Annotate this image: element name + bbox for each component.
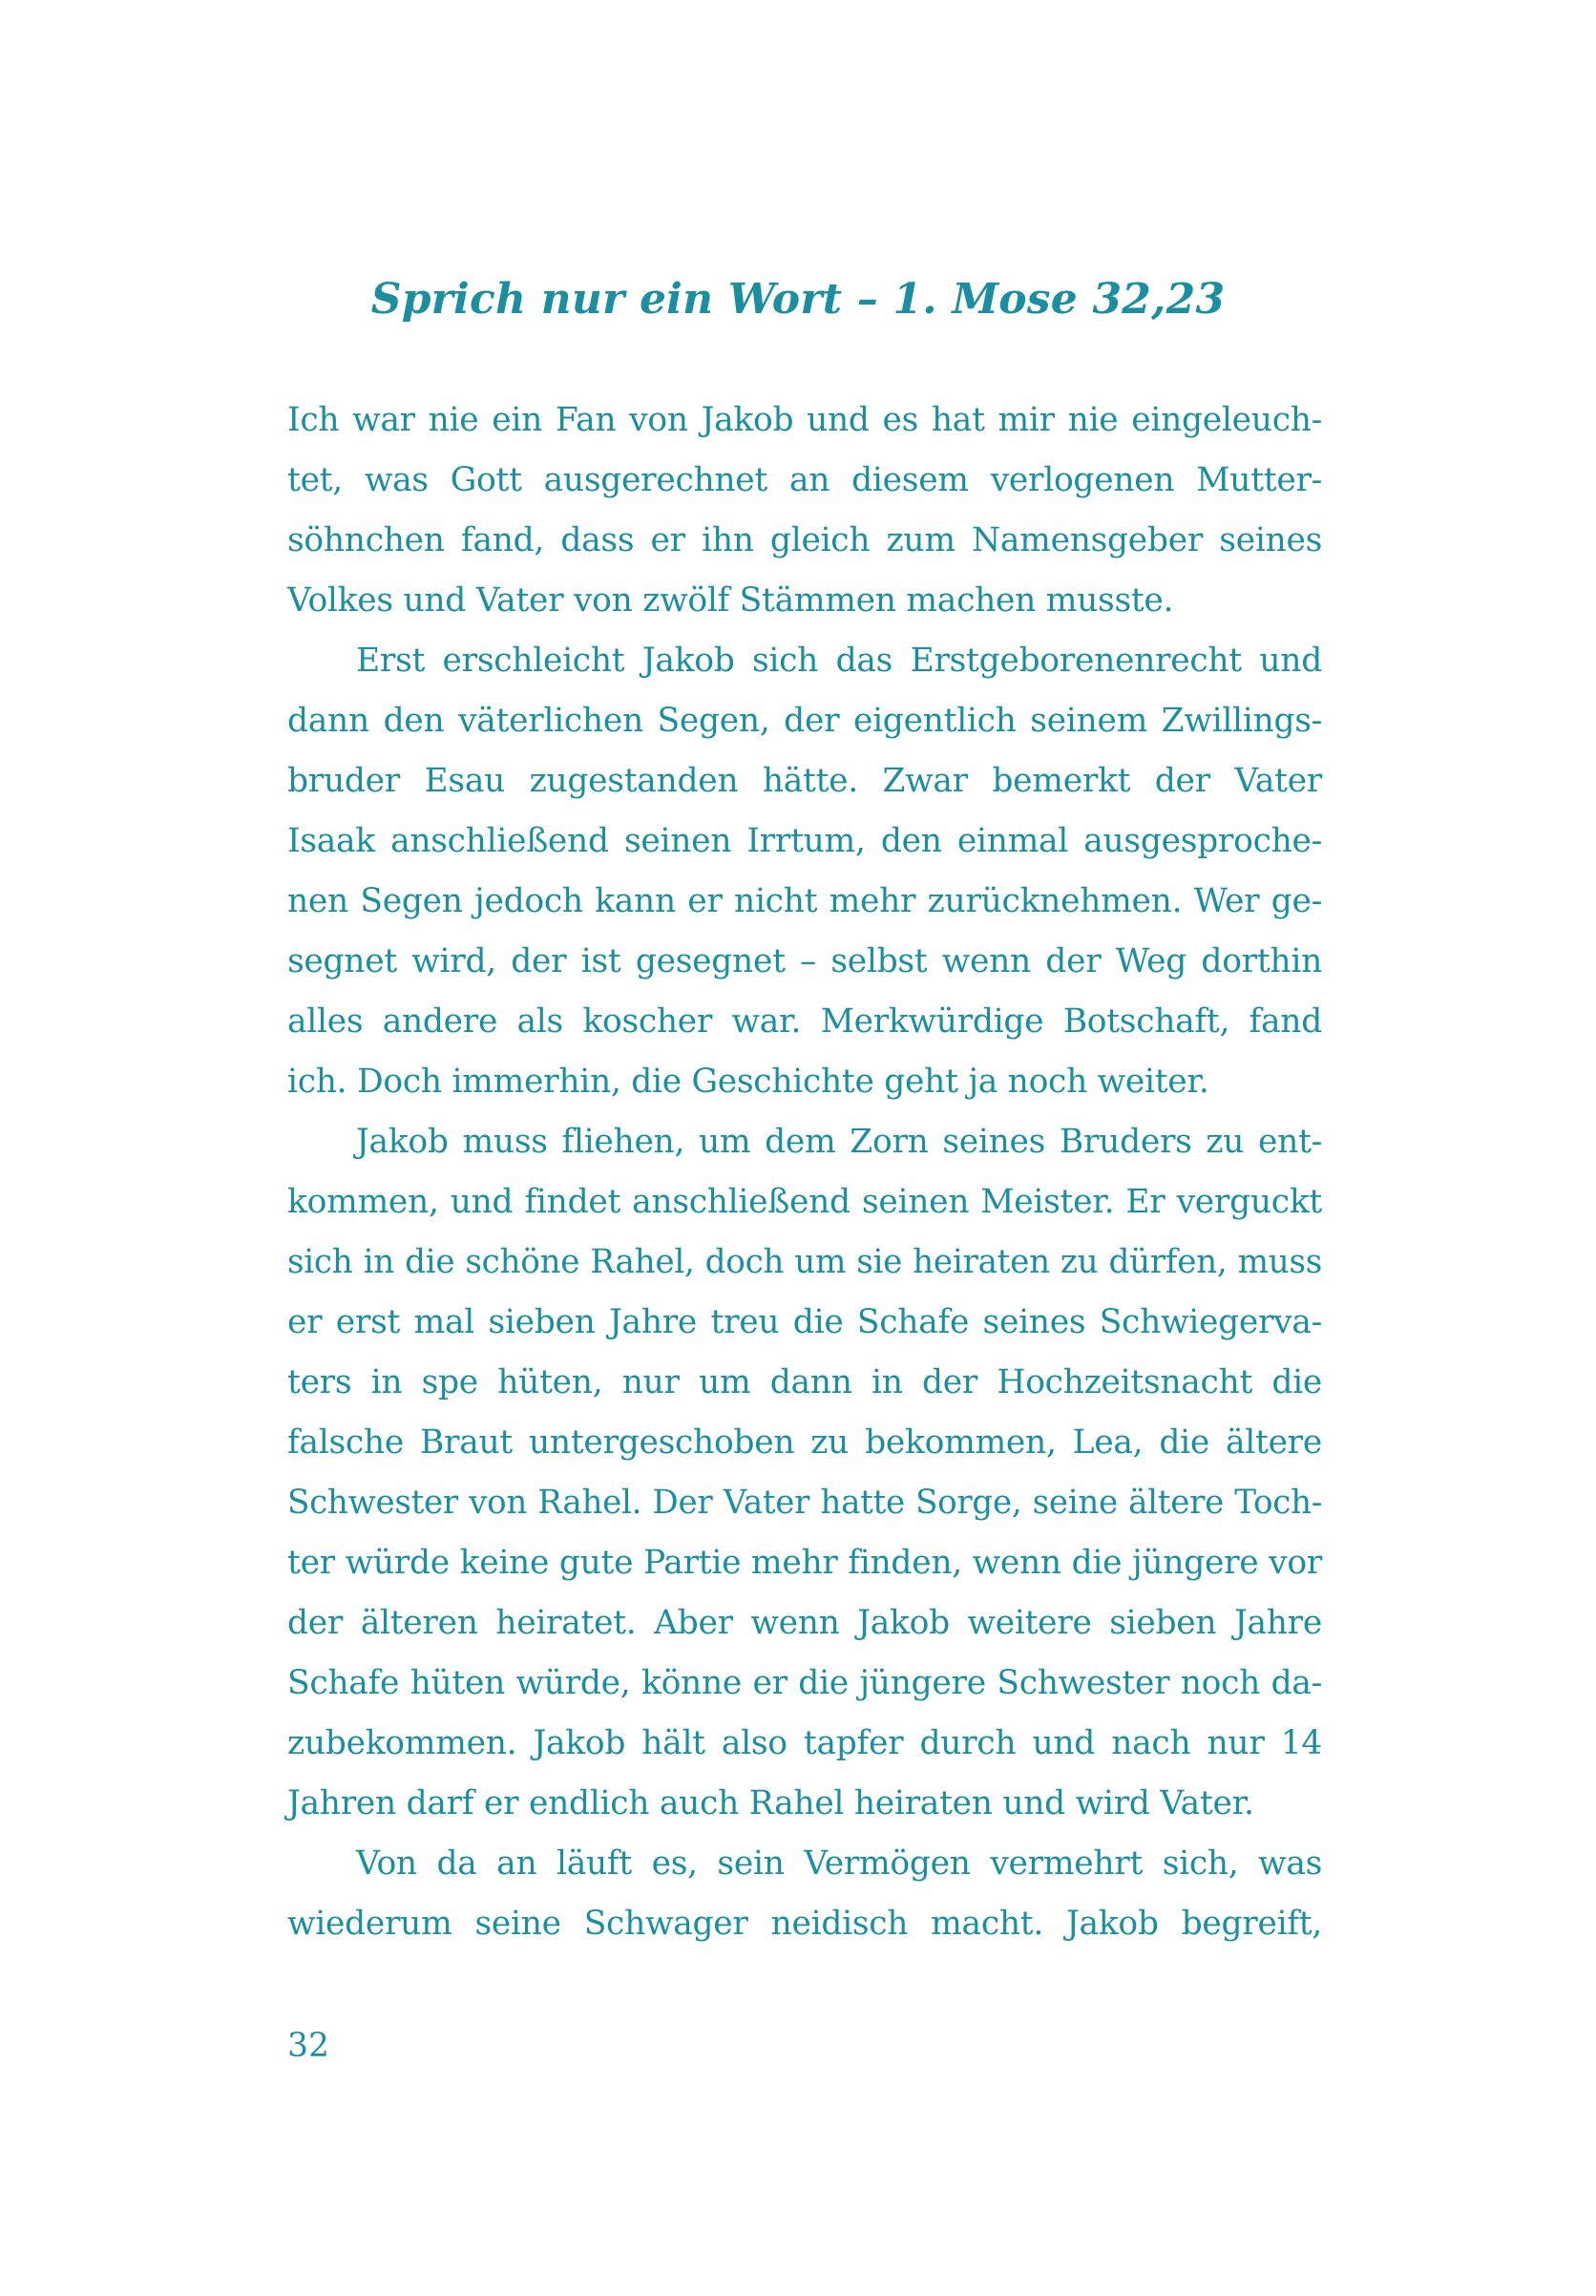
text-line: Volkes und Vater von zwölf Stämmen machen musste. <box>287 581 1174 620</box>
text-line: Isaak anschließend seinen Irrtum, den einmal ausgesproche- <box>287 822 1322 860</box>
text-line: der älteren heiratet. Aber wenn Jakob weitere sieben Jahre <box>287 1604 1322 1642</box>
text-line: ich. Doch immerhin, die Geschichte geht ja noch weiter. <box>287 1063 1209 1101</box>
text-line: alles andere als koscher war. Merkwürdige Botschaft, fand <box>287 1002 1322 1041</box>
text-line: Jahren darf er endlich auch Rahel heiraten und wird Vater. <box>287 1784 1254 1822</box>
text-line: falsche Braut untergeschoben zu bekommen, Lea, die ältere <box>287 1423 1322 1462</box>
text-line: nen Segen jedoch kann er nicht mehr zurücknehmen. Wer ge- <box>287 882 1322 920</box>
text-line: dann den väterlichen Segen, der eigentlich seinem Zwillings- <box>287 702 1322 740</box>
text-line: er erst mal sieben Jahre treu die Schafe seines Schwiegerva- <box>287 1303 1322 1341</box>
page-number: 32 <box>287 2027 329 2065</box>
text-line: ter würde keine gute Partie mehr finden, wenn die jüngere vor <box>287 1544 1322 1582</box>
text-line: Erst erschleicht Jakob sich das Erstgeborenenrecht und <box>356 642 1322 680</box>
text-line: wiederum seine Schwager neidisch macht. Jakob begreift, <box>287 1905 1322 1943</box>
text-line: segnet wird, der ist gesegnet – selbst wenn der Weg dorthin <box>287 942 1322 980</box>
text-line: Von da an läuft es, sein Vermögen vermehrt sich, was <box>356 1844 1322 1883</box>
text-line: Schwester von Rahel. Der Vater hatte Sorge, seine ältere Toch- <box>287 1484 1322 1522</box>
text-line: kommen, und findet anschließend seinen Meister. Er verguckt <box>287 1183 1322 1221</box>
text-line: zubekommen. Jakob hält also tapfer durch und nach nur 14 <box>287 1724 1322 1762</box>
text-line: tet, was Gott ausgerechnet an diesem verlogenen Mutter- <box>287 461 1322 499</box>
page-title: Sprich nur ein Wort – 1. Mose 32,23 <box>370 275 1226 324</box>
text-line: ters in spe hüten, nur um dann in der Hochzeitsnacht die <box>287 1363 1322 1401</box>
body-text <box>287 390 1322 1954</box>
text-line: sich in die schöne Rahel, doch um sie heiraten zu dürfen, muss <box>287 1243 1322 1281</box>
text-line: Jakob muss fliehen, um dem Zorn seines Bruders zu ent- <box>356 1123 1322 1161</box>
text-line: Ich war nie ein Fan von Jakob und es hat mir nie eingeleuch- <box>287 401 1322 439</box>
text-line: söhnchen fand, dass er ihn gleich zum Namensgeber seines <box>287 521 1322 559</box>
text-line: Schafe hüten würde, könne er die jüngere Schwester noch da- <box>287 1664 1322 1702</box>
text-line: bruder Esau zugestanden hätte. Zwar bemerkt der Vater <box>287 762 1322 800</box>
